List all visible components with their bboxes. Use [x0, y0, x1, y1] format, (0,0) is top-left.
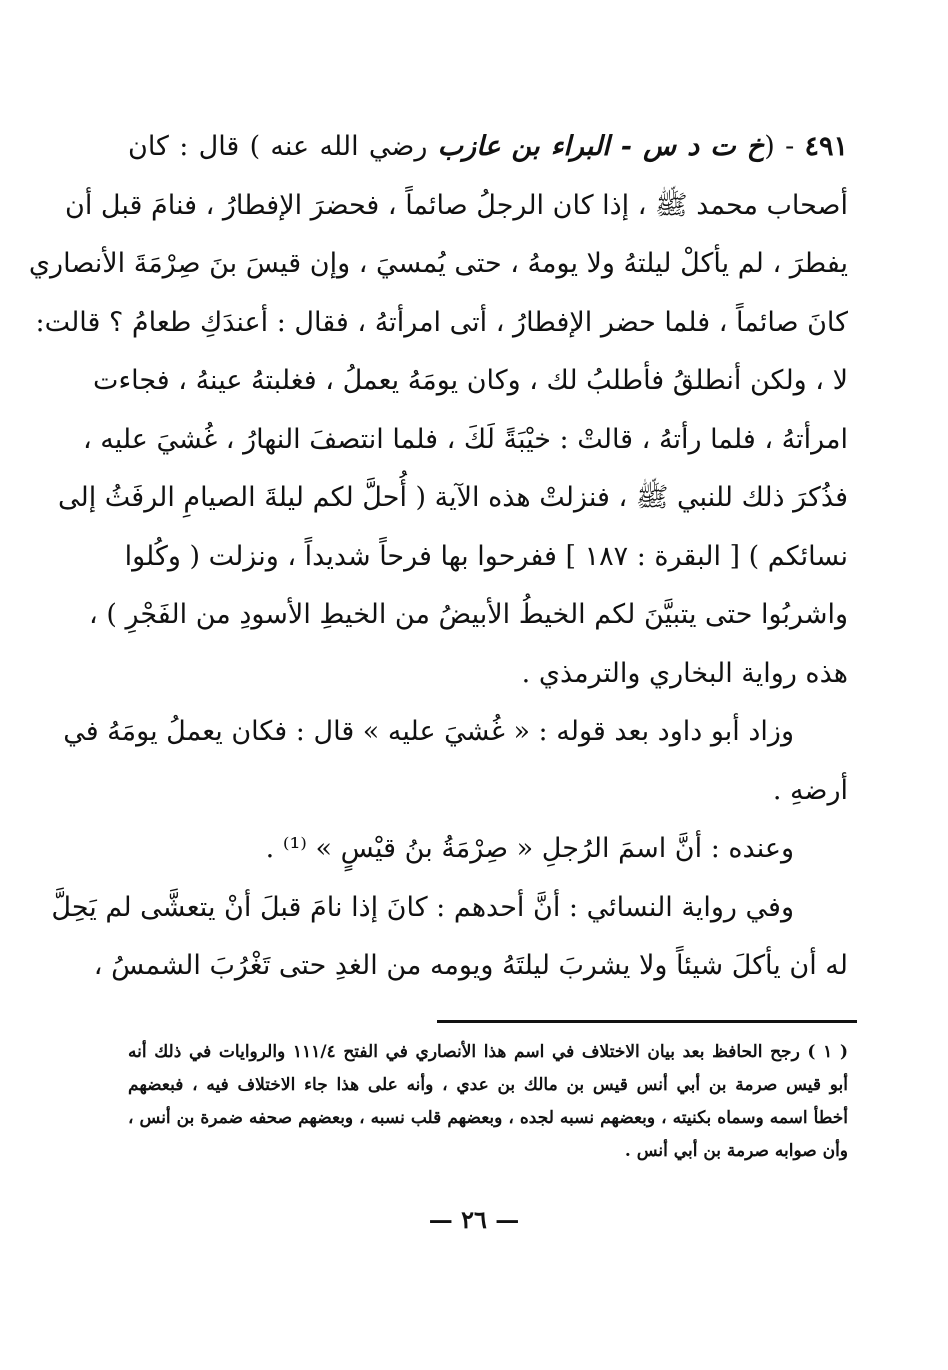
footnote-line: وأن صوابه صرمة بن أبي أنس . — [624, 1141, 848, 1161]
text-line: أصحاب محمد ﷺ ، إذا كان الرجلُ صائماً ، فحضرَ الإفطارُ ، فنامَ قبل أن — [65, 189, 848, 221]
abu-dawud-line: أرضهِ . — [772, 774, 848, 806]
text-line: امرأتهُ ، فلما رأتهُ ، قالتْ : خيْبَةً لَكَ ، فلما انتصفَ النهارُ ، غُشيَ عليه ، — [82, 423, 848, 455]
footnote — [128, 1036, 848, 1168]
text-line: فذُكرَ ذلك للنبي ﷺ ، فنزلتْ هذه الآية ( أُحلَّ لكم ليلةَ الصيامِ الرفَثُ إلى — [57, 482, 848, 513]
hadith-number: ٤٩١ — [804, 131, 848, 162]
page-number: — ٢٦ — — [428, 1205, 520, 1234]
name-line: وعنده : أنَّ اسمَ الرُجلِ « صِرْمَةُ بنُ قيْسٍ » ⁽¹⁾ . — [265, 833, 794, 864]
text-line: هذه رواية البخاري والترمذي . — [521, 657, 848, 689]
hadith-body — [28, 118, 848, 996]
hadith-dash: - ( — [764, 131, 805, 162]
hadith-sources: خ ت د س - البراء بن عازب — [437, 131, 765, 162]
text-line: يفطرَ ، لم يأكلْ ليلتهُ ولا يومهُ ، حتى يُمسيَ ، وإن قيسَ بنَ صِرْمَةَ الأنصاري — [28, 248, 848, 279]
nasai-line: وفي رواية النسائي : أنَّ أحدهم : كانَ إذا نامَ قبلَ أنْ يتعشَّى لم يَحِلَّ — [51, 891, 794, 923]
text-line: كانَ صائماً ، فلما حضر الإفطارُ ، أتى امرأتهُ ، فقال : أعندَكِ طعامُ ؟ قالت: — [35, 306, 848, 338]
footnote-line: أخطأ اسمه وسماه بكنيته ، وبعضهم نسبه لجده ، وبعضهم قلب نسبه ، وبعضهم صحفه ضمرة بن أنس ، — [128, 1108, 848, 1128]
footnote-divider — [437, 1020, 857, 1023]
footnote-line: أبو قيس صرمة بن أبي أنس قيس بن مالك بن عدي ، وأنه على هذا جاء الاختلاف فيه ، فبعضهم — [128, 1075, 848, 1095]
abu-dawud-line: وزاد أبو داود بعد قوله : « غُشيَ عليه » قال : فكان يعملُ يومَهُ في — [63, 716, 794, 747]
text-line: لا ، ولكن أنطلقُ فأطلبُ لك ، وكان يومَهُ يعملُ ، فغلبتهُ عينهُ ، فجاءت — [93, 365, 848, 396]
hadith-opening-line — [128, 118, 848, 177]
text-line: واشربُوا حتى يتبيَّنَ لكم الخيطُ الأبيضُ من الخيطِ الأسودِ من الفَجْرِ ) ، — [89, 599, 848, 630]
text-line: نسائكم ) [ البقرة : ١٨٧ ] ففرحوا بها فرحاً شديداً ، ونزلت ( وكُلوا — [124, 540, 848, 572]
footnote-line: ( ١ ) رجح الحافظ بعد بيان الاختلاف في اسم هذا الأنصاري في الفتح ١١١/٤ والروايات في ذلك أنه — [128, 1042, 848, 1062]
hadith-opening-rest: رضي الله عنه ) قال : كان — [128, 131, 438, 162]
nasai-line: له أن يأكلَ شيئاً ولا يشربَ ليلتَهُ ويومه من الغدِ حتى تَغْرُبَ الشمسُ ، — [93, 950, 848, 981]
